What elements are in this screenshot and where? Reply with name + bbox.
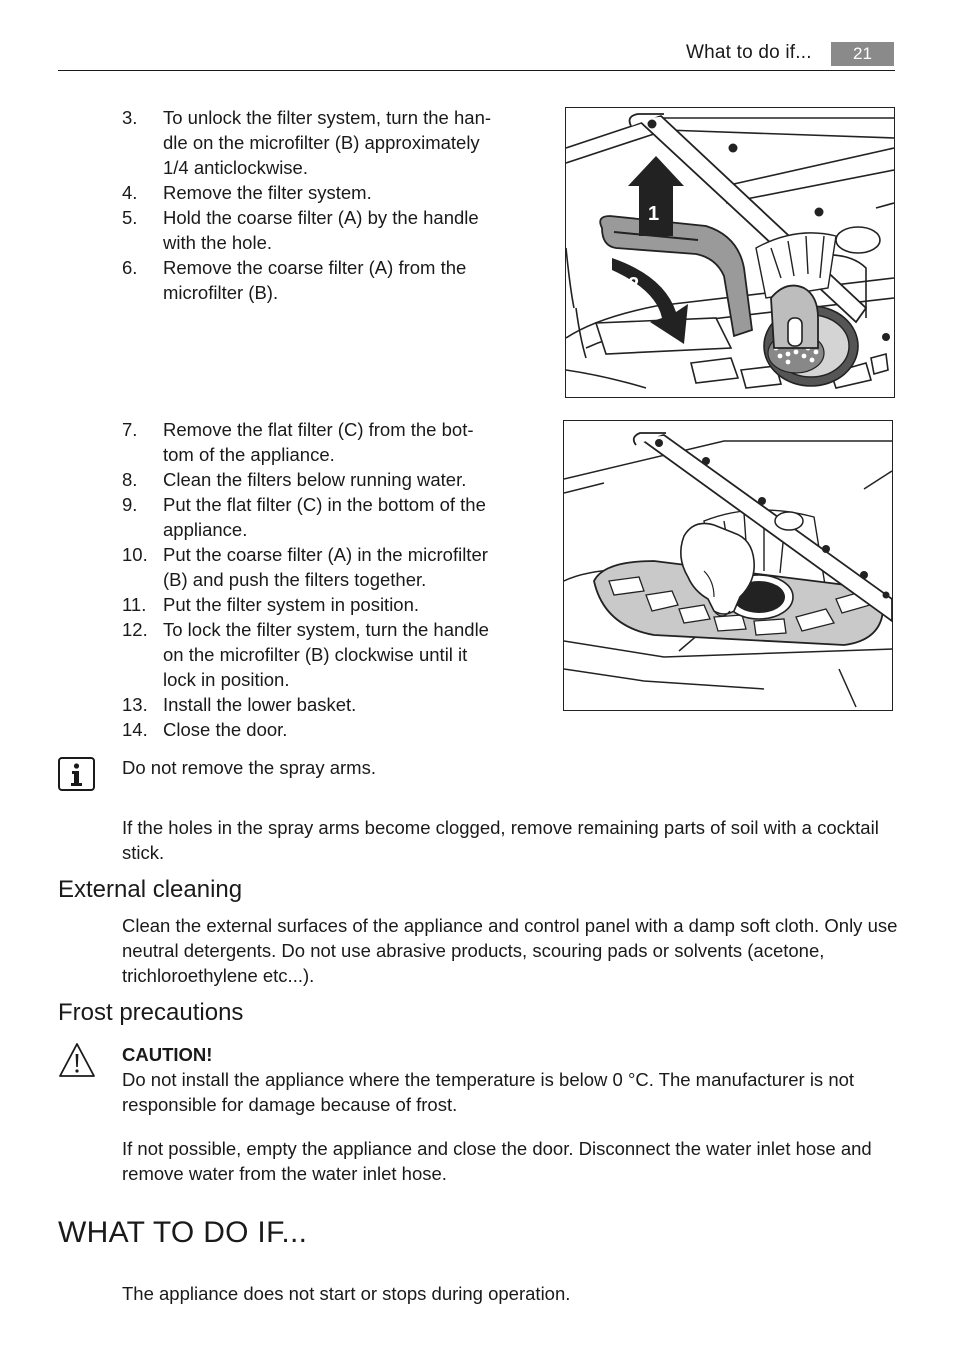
section-heading-what-to-do: WHAT TO DO IF...	[58, 1216, 308, 1249]
list-item	[122, 692, 522, 717]
figure-flat-filter	[563, 420, 893, 711]
step-line: dle on the microfilter (B) approximately	[163, 132, 480, 153]
step-line: with the hole.	[163, 232, 273, 253]
step-number: 14.	[122, 719, 148, 740]
step-line: To lock the filter system, turn the handle	[163, 619, 489, 640]
list-item	[122, 592, 522, 617]
list-item	[122, 205, 522, 255]
list-item	[122, 417, 522, 467]
info-note-text: Do not remove the spray arms.	[122, 757, 376, 778]
external-cleaning-heading: External cleaning	[58, 876, 243, 903]
step-number: 4.	[122, 182, 138, 203]
caution-text: Do not install the appliance where the temperature is below 0 °C. The manufacturer is not responsible for damage because of frost.	[122, 1069, 855, 1115]
step-number: 11.	[122, 594, 147, 615]
info-icon	[58, 757, 95, 791]
step-line: Put the filter system in position.	[163, 594, 420, 615]
page-number: 21	[831, 42, 894, 66]
step-number: 6.	[122, 257, 138, 278]
step-number: 9.	[122, 494, 138, 515]
list-item	[122, 617, 522, 692]
warning-triangle-icon	[58, 1042, 96, 1078]
step-line: Remove the flat filter (C) from the bot-	[163, 419, 474, 440]
list-item	[122, 467, 522, 492]
step-line: tom of the appliance.	[163, 444, 335, 465]
step-number: 13.	[122, 694, 148, 715]
external-cleaning-text: Clean the external surfaces of the appliance and control panel with a damp soft cloth. Only use neutral detergents. Do not use abrasive products, scouring pads or solvents (acetone, trichloroethylene etc...).	[122, 915, 898, 986]
step-line: lock in position.	[163, 669, 290, 690]
what-to-do-intro: The appliance does not start or stops during operation.	[122, 1283, 571, 1304]
step-number: 10.	[122, 544, 148, 565]
caution-block	[122, 1042, 898, 1117]
frost-precautions-heading: Frost precautions	[58, 999, 244, 1026]
list-item	[122, 180, 522, 205]
frost-paragraph: If not possible, empty the appliance and close the door. Disconnect the water inlet hose and remove water from the water inlet hose.	[122, 1138, 872, 1184]
arrow-2-label: 2	[628, 274, 640, 296]
running-header-title: What to do if...	[686, 42, 812, 63]
spray-arms-paragraph: If the holes in the spray arms become clogged, remove remaining parts of soil with a cocktail stick.	[122, 817, 879, 863]
step-number: 7.	[122, 419, 138, 440]
list-item	[122, 105, 522, 180]
step-number: 12.	[122, 619, 148, 640]
step-line: appliance.	[163, 519, 248, 540]
step-line: Install the lower basket.	[163, 694, 357, 715]
caution-title: CAUTION!	[122, 1044, 213, 1065]
step-number: 5.	[122, 207, 138, 228]
header-rule	[58, 70, 895, 71]
step-line: Put the flat filter (C) in the bottom of the	[163, 494, 486, 515]
step-line: microfilter (B).	[163, 282, 279, 303]
step-number: 3.	[122, 107, 138, 128]
filter-removal-illustration	[566, 108, 894, 397]
list-item	[122, 717, 522, 742]
list-item	[122, 492, 522, 542]
list-item	[122, 542, 522, 592]
list-item	[122, 255, 522, 305]
arrow-1-label: 1	[648, 203, 660, 225]
figure-remove-filter	[565, 107, 895, 398]
step-line: on the microfilter (B) clockwise until it	[163, 644, 468, 665]
step-line: Clean the filters below running water.	[163, 469, 467, 490]
step-line: Close the door.	[163, 719, 288, 740]
step-line: Remove the filter system.	[163, 182, 372, 203]
step-line: Remove the coarse filter (A) from the	[163, 257, 467, 278]
step-line: Put the coarse filter (A) in the microfilter	[163, 544, 488, 565]
steps-list-a	[122, 105, 522, 305]
step-line: Hold the coarse filter (A) by the handle	[163, 207, 479, 228]
step-number: 8.	[122, 469, 138, 490]
flat-filter-illustration	[564, 421, 892, 710]
steps-list-b	[122, 417, 522, 742]
step-line: (B) and push the filters together.	[163, 569, 427, 590]
step-line: To unlock the filter system, turn the han-	[163, 107, 492, 128]
step-line: 1/4 anticlockwise.	[163, 157, 308, 178]
